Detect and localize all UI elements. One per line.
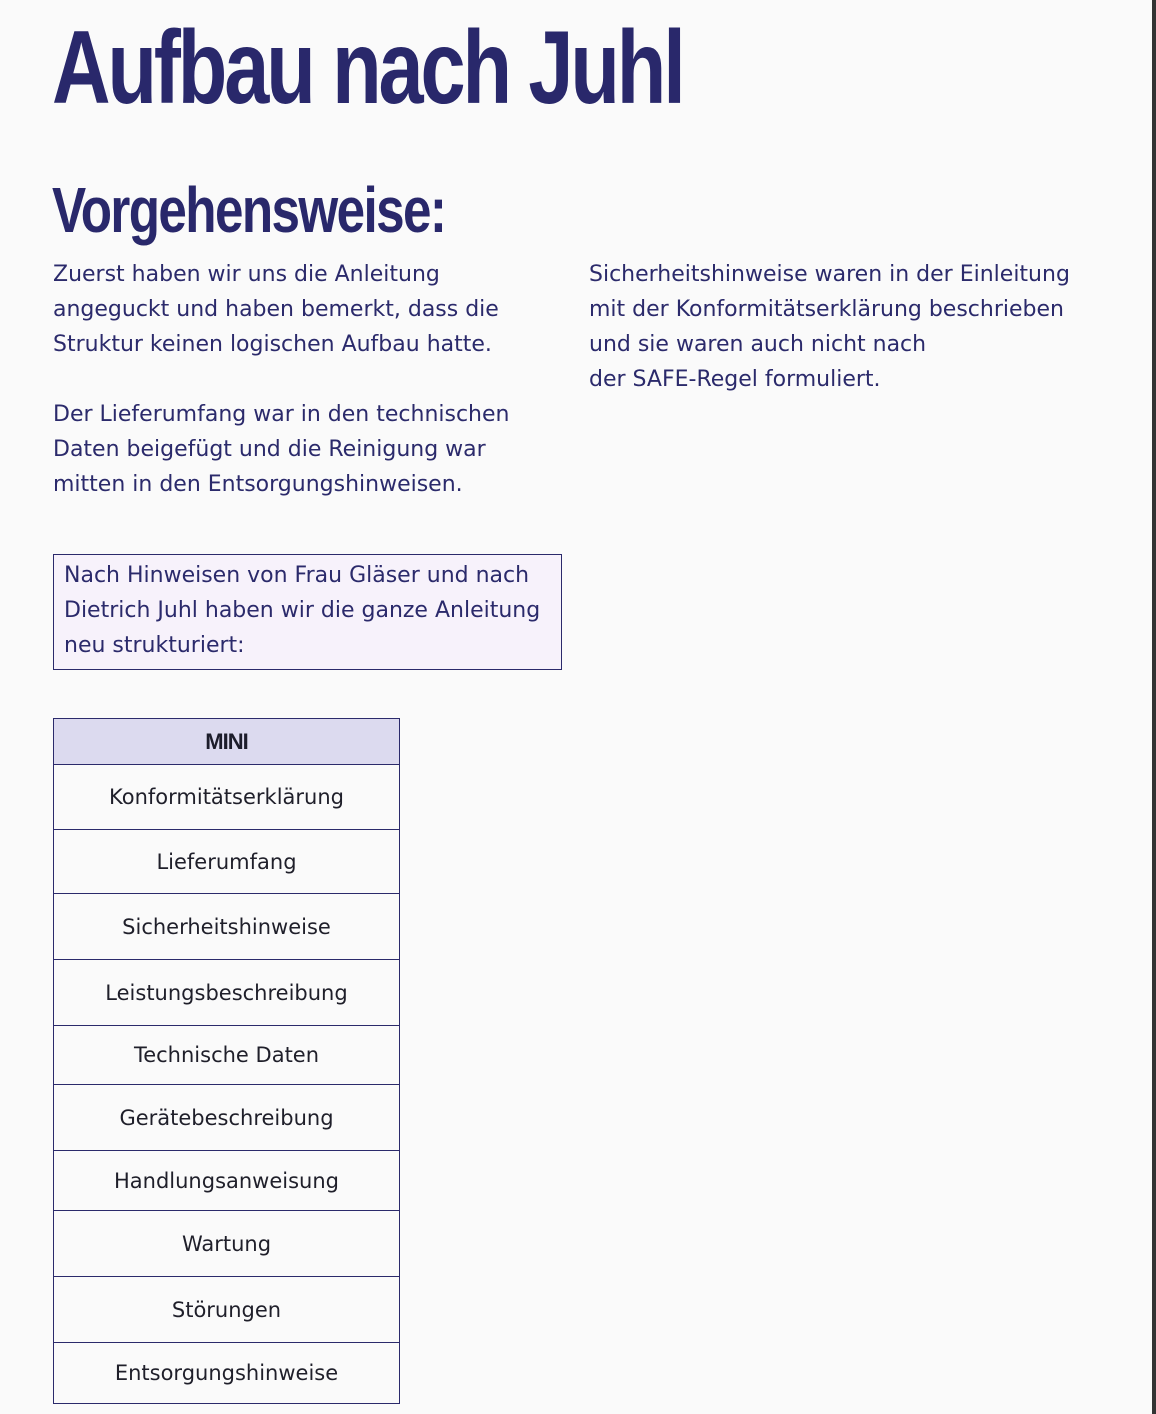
paragraph-safety: Sicherheitshinweise waren in der Einleitung mit der Konformitätserklärung beschrieben und sie waren auch nicht nach der SAFE-Regel formuliert. — [589, 262, 1070, 392]
page-edge-divider — [1152, 0, 1156, 1414]
section-heading: Vorgehensweise: — [52, 174, 446, 246]
paragraph-intro: Zuerst haben wir uns die Anleitung angeguckt und haben bemerkt, dass die Struktur keinen logischen Aufbau hatte. — [53, 262, 499, 357]
table-header-row — [54, 719, 400, 765]
table-row — [54, 765, 400, 830]
table-row — [54, 960, 400, 1026]
table-row — [54, 1211, 400, 1277]
table-header-mini: MINI — [54, 719, 400, 765]
table-cell-geraetebeschreibung: Gerätebeschreibung — [54, 1085, 400, 1151]
paragraph-delivery: Der Lieferumfang war in den technischen Daten beigefügt und die Reinigung war mitten in den Entsorgungshinweisen. — [53, 402, 510, 497]
table-cell-lieferumfang: Lieferumfang — [54, 830, 400, 894]
table-cell-stoerungen: Störungen — [54, 1277, 400, 1343]
table-row — [54, 894, 400, 960]
table-cell-wartung: Wartung — [54, 1211, 400, 1277]
table-row — [54, 1026, 400, 1085]
table-row — [54, 830, 400, 894]
table-cell-leistungsbeschreibung: Leistungsbeschreibung — [54, 960, 400, 1026]
table-cell-handlungsanweisung: Handlungsanweisung — [54, 1151, 400, 1211]
page-title: Aufbau nach Juhl — [52, 10, 683, 126]
table-row — [54, 1343, 400, 1404]
note-box: Nach Hinweisen von Frau Gläser und nach Dietrich Juhl haben wir die ganze Anleitung neu strukturiert: — [53, 554, 562, 670]
table-cell-konformitaetserklaerung: Konformitätserklärung — [54, 765, 400, 830]
table-row — [54, 1085, 400, 1151]
table-row — [54, 1151, 400, 1211]
structure-table — [53, 718, 400, 1404]
table-row — [54, 1277, 400, 1343]
table-cell-technische-daten: Technische Daten — [54, 1026, 400, 1085]
table-cell-sicherheitshinweise: Sicherheitshinweise — [54, 894, 400, 960]
table-cell-entsorgungshinweise: Entsorgungshinweise — [54, 1343, 400, 1404]
